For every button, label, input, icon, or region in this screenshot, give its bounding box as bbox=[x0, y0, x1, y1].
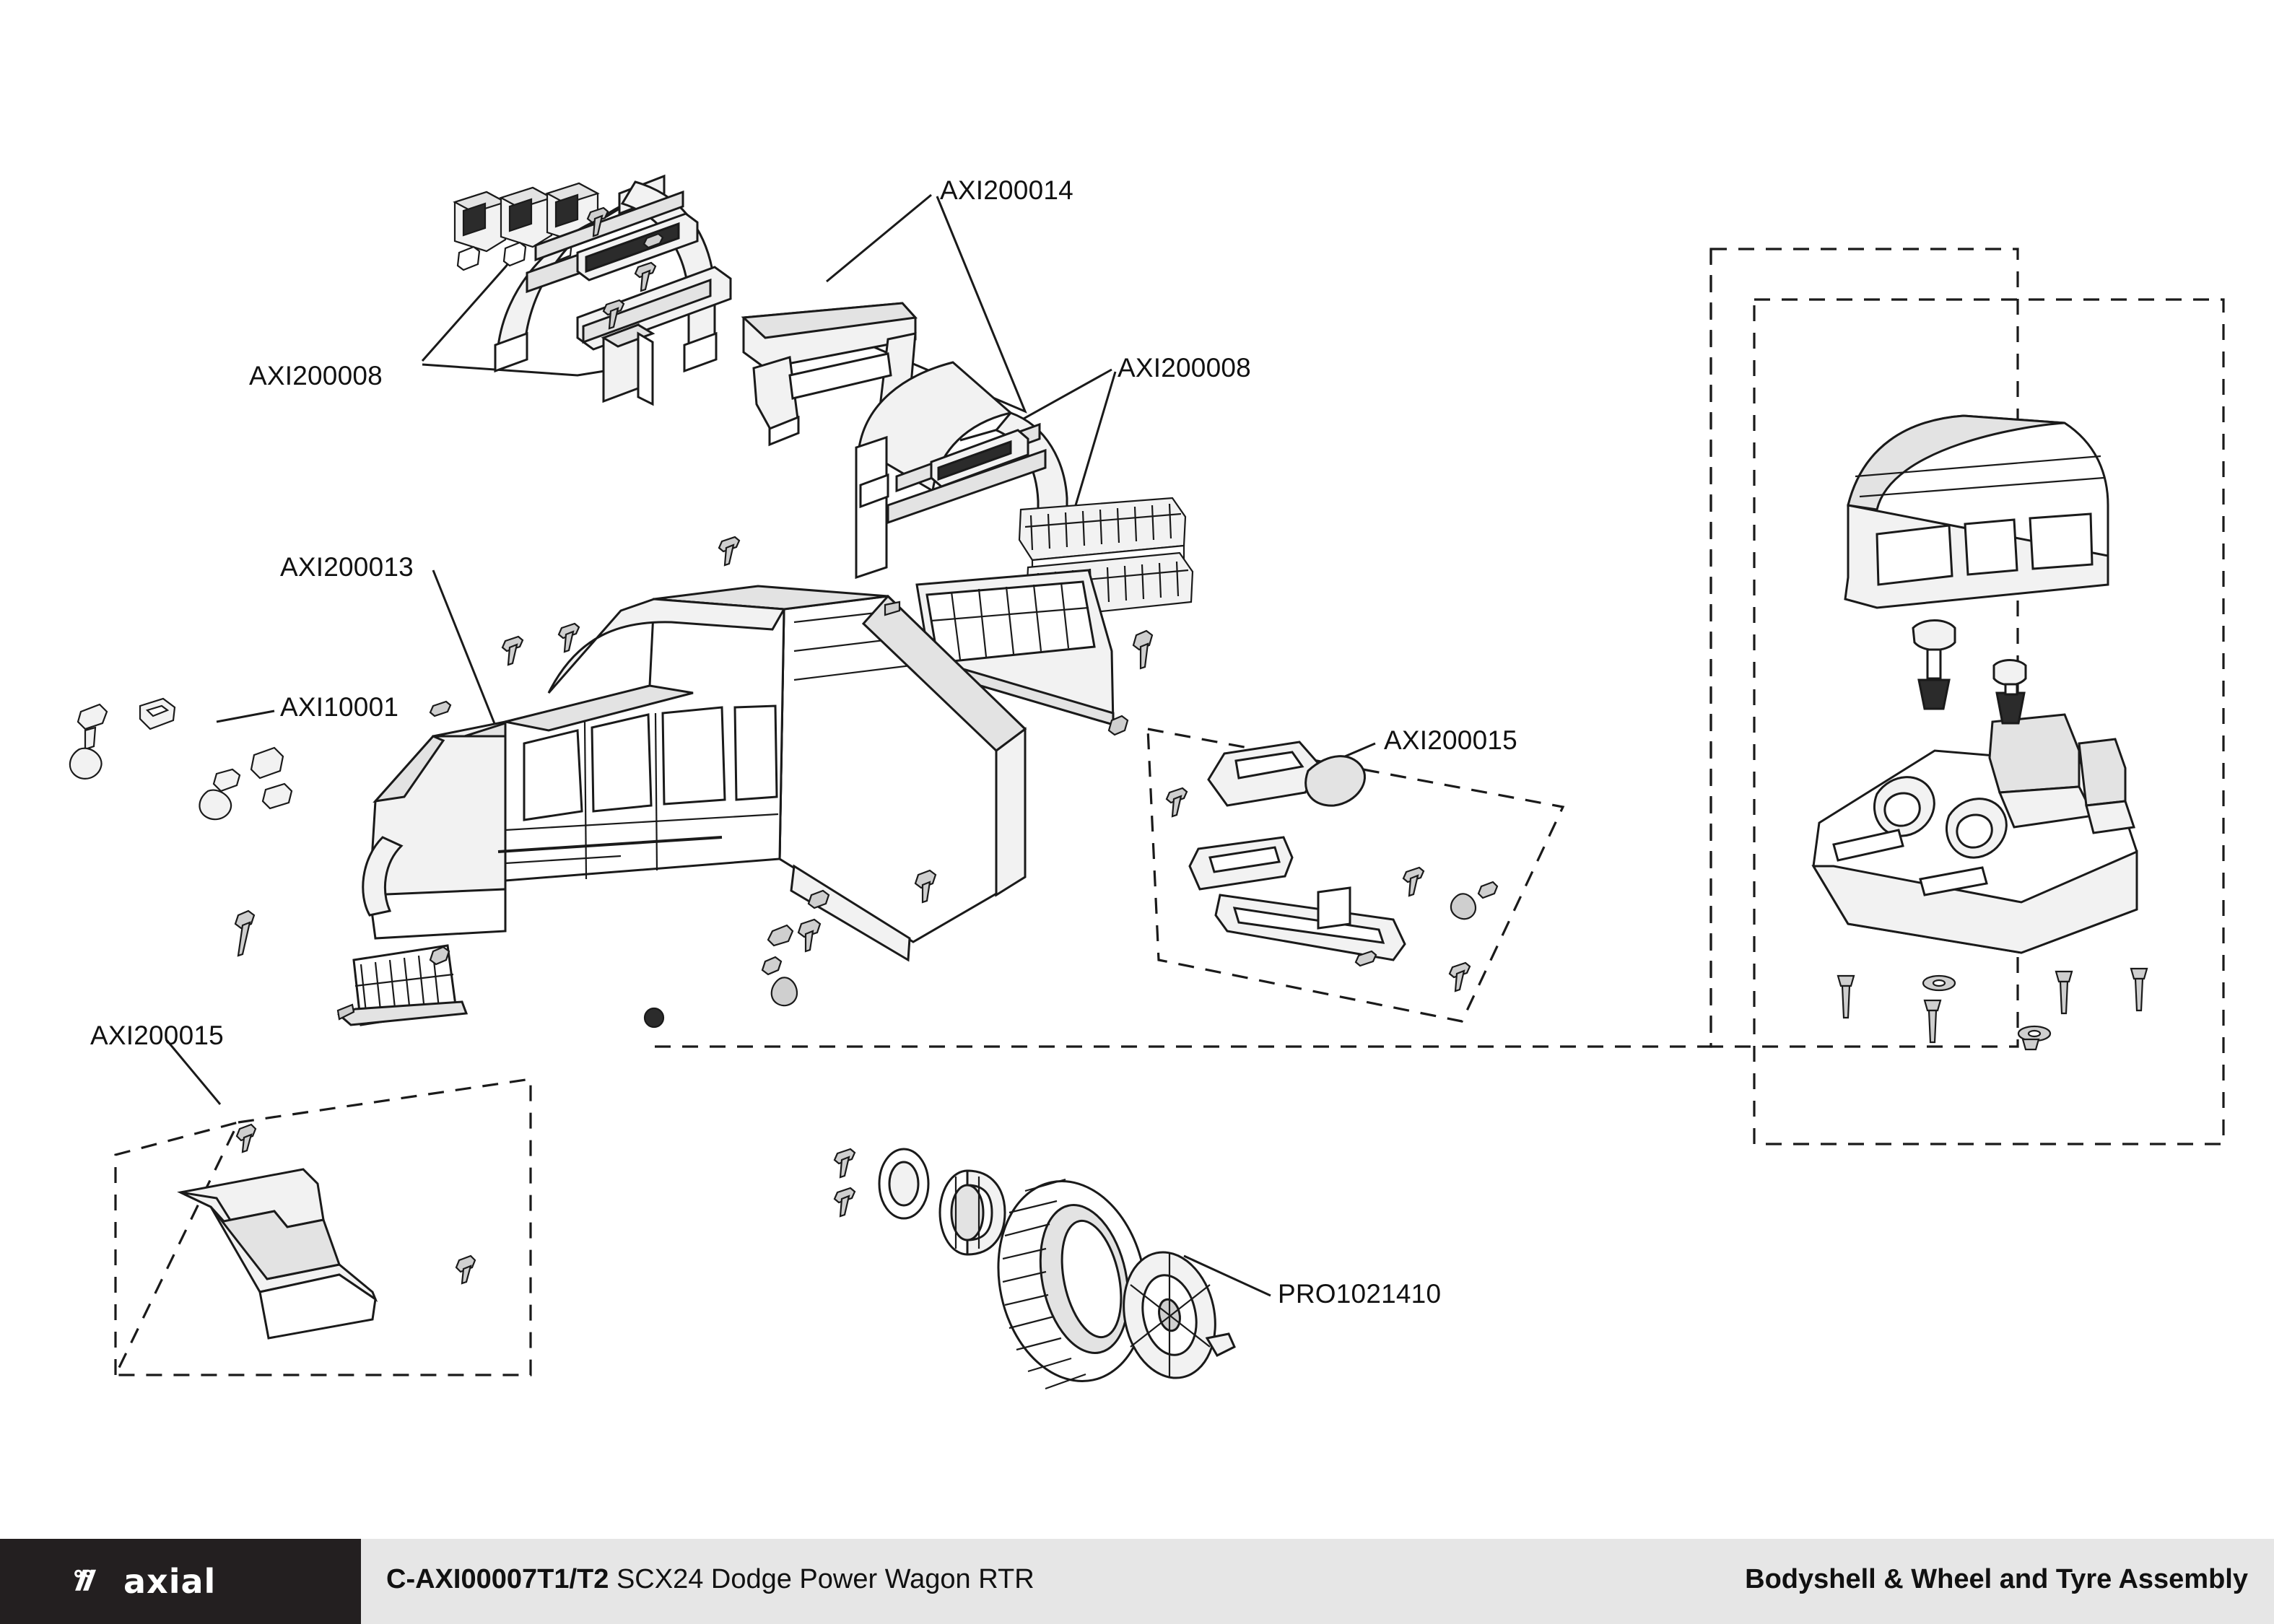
callout-axi10001: AXI10001 bbox=[280, 692, 399, 722]
callout-axi200015-rear: AXI200015 bbox=[1384, 725, 1517, 755]
part-body-posts bbox=[1913, 621, 2026, 724]
part-cab-roof bbox=[1845, 416, 2108, 608]
footer-kit-title bbox=[386, 1564, 1034, 1595]
brand-logo bbox=[69, 1558, 216, 1605]
kit-name: SCX24 Dodge Power Wagon RTR bbox=[616, 1564, 1034, 1594]
screws-interior bbox=[1838, 969, 2147, 1049]
part-wheel-tyre-assembly bbox=[835, 1149, 1234, 1395]
part-rollbar-assembly bbox=[455, 176, 731, 404]
part-interior-tub bbox=[1813, 715, 2137, 953]
callout-axi200013: AXI200013 bbox=[280, 552, 414, 582]
part-front-bumper-group bbox=[180, 1125, 475, 1338]
kit-code: C-AXI00007T1/T2 bbox=[386, 1564, 609, 1594]
callout-axi200014: AXI200014 bbox=[940, 175, 1073, 205]
part-rear-bumper-group bbox=[1167, 742, 1497, 991]
callout-axi200008-left: AXI200008 bbox=[249, 361, 383, 390]
footer bbox=[0, 1530, 2274, 1624]
axial-logo-icon bbox=[69, 1560, 110, 1602]
callout-axi200008-right: AXI200008 bbox=[1118, 353, 1251, 383]
assembly-title: Bodyshell & Wheel and Tyre Assembly bbox=[1745, 1564, 2248, 1594]
brand-name: axial bbox=[123, 1562, 217, 1601]
callout-axi200015-front: AXI200015 bbox=[90, 1021, 224, 1050]
callout-pro1021410: PRO1021410 bbox=[1278, 1279, 1442, 1309]
part-mirrors-hardware bbox=[70, 699, 292, 819]
